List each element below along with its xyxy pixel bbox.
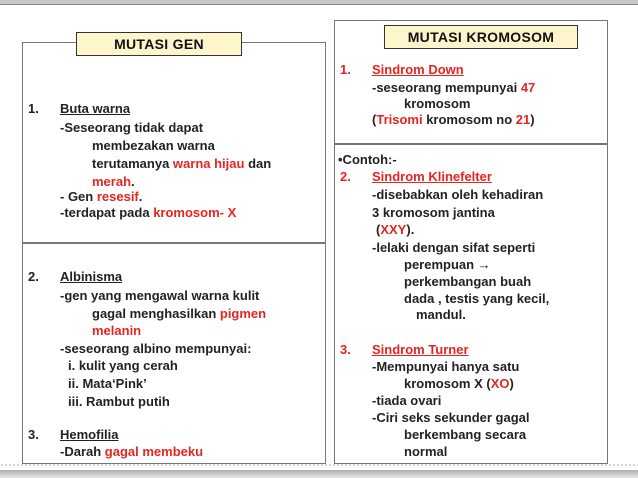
text-line: mandul. <box>416 307 466 322</box>
text-line: kromosom <box>404 96 471 111</box>
text-line: -lelaki dengan sifat seperti <box>372 240 536 255</box>
text-line: i. kulit yang cerah <box>68 358 178 373</box>
item-number: 2. <box>28 269 39 284</box>
item-number: 1. <box>340 62 351 77</box>
item-number: 3. <box>28 427 39 442</box>
text-line: -seseorang albino mempunyai: <box>60 341 252 356</box>
text-line: -tiada ovari <box>372 393 442 408</box>
text-line: melanin <box>92 323 142 338</box>
text-line: -disebabkan oleh kehadiran <box>372 187 544 202</box>
albinisma-title: Albinisma <box>60 269 123 284</box>
contoh-label: •Contoh:- <box>338 152 397 167</box>
item-number: 2. <box>340 169 351 184</box>
buta-warna-title: Buta warna <box>60 101 131 116</box>
mutasi-gen-header: MUTASI GEN <box>76 32 242 56</box>
top-rule-shadow <box>0 4 638 5</box>
text-line: membezakan warna <box>92 138 215 153</box>
text-line: -Mempunyai hanya satu <box>372 359 520 374</box>
item-number: 1. <box>28 101 39 116</box>
text-line: merah. <box>92 174 135 189</box>
mutasi-kromosom-header: MUTASI KROMOSOM <box>384 25 578 49</box>
text-line: - Gen resesif. <box>60 189 143 204</box>
text-line: iii. Rambut putih <box>68 394 170 409</box>
text-line: (Trisomi kromosom no 21) <box>372 112 535 127</box>
text-line: -terdapat pada kromosom- X <box>60 205 237 220</box>
item-number: 3. <box>340 342 351 357</box>
text-line: perkembangan buah <box>404 274 532 289</box>
text-line: -seseorang mempunyai 47 <box>372 80 536 95</box>
sindrom-turner-title: Sindrom Turner <box>372 342 469 357</box>
text-line: dada , testis yang kecil, <box>404 291 550 306</box>
text-line: normal <box>404 444 448 459</box>
decorative-dot-row <box>0 463 638 467</box>
hemofilia-title: Hemofilia <box>60 427 119 442</box>
text-line: 3 kromosom jantina <box>372 205 495 220</box>
bottom-decorative-bar <box>0 470 638 478</box>
text-line: (XXY). <box>376 222 415 237</box>
text-line: gagal menghasilkan pigmen <box>92 306 267 321</box>
sindrom-down-title: Sindrom Down <box>372 62 464 77</box>
text-line: -Seseorang tidak dapat <box>60 120 204 135</box>
text-line: -Ciri seks sekunder gagal <box>372 410 530 425</box>
text-line: ii. Mata‘Pink’ <box>68 376 147 391</box>
text-line: -gen yang mengawal warna kulit <box>60 288 260 303</box>
text-line: terutamanya warna hijau dan <box>92 156 272 171</box>
sindrom-klinefelter-title: Sindrom Klinefelter <box>372 169 492 184</box>
text-line: -Darah gagal membeku <box>60 444 204 459</box>
text-line: kromosom X (XO) <box>404 376 514 391</box>
text-line: perempuan → <box>404 257 491 272</box>
text-line: berkembang secara <box>404 427 527 442</box>
